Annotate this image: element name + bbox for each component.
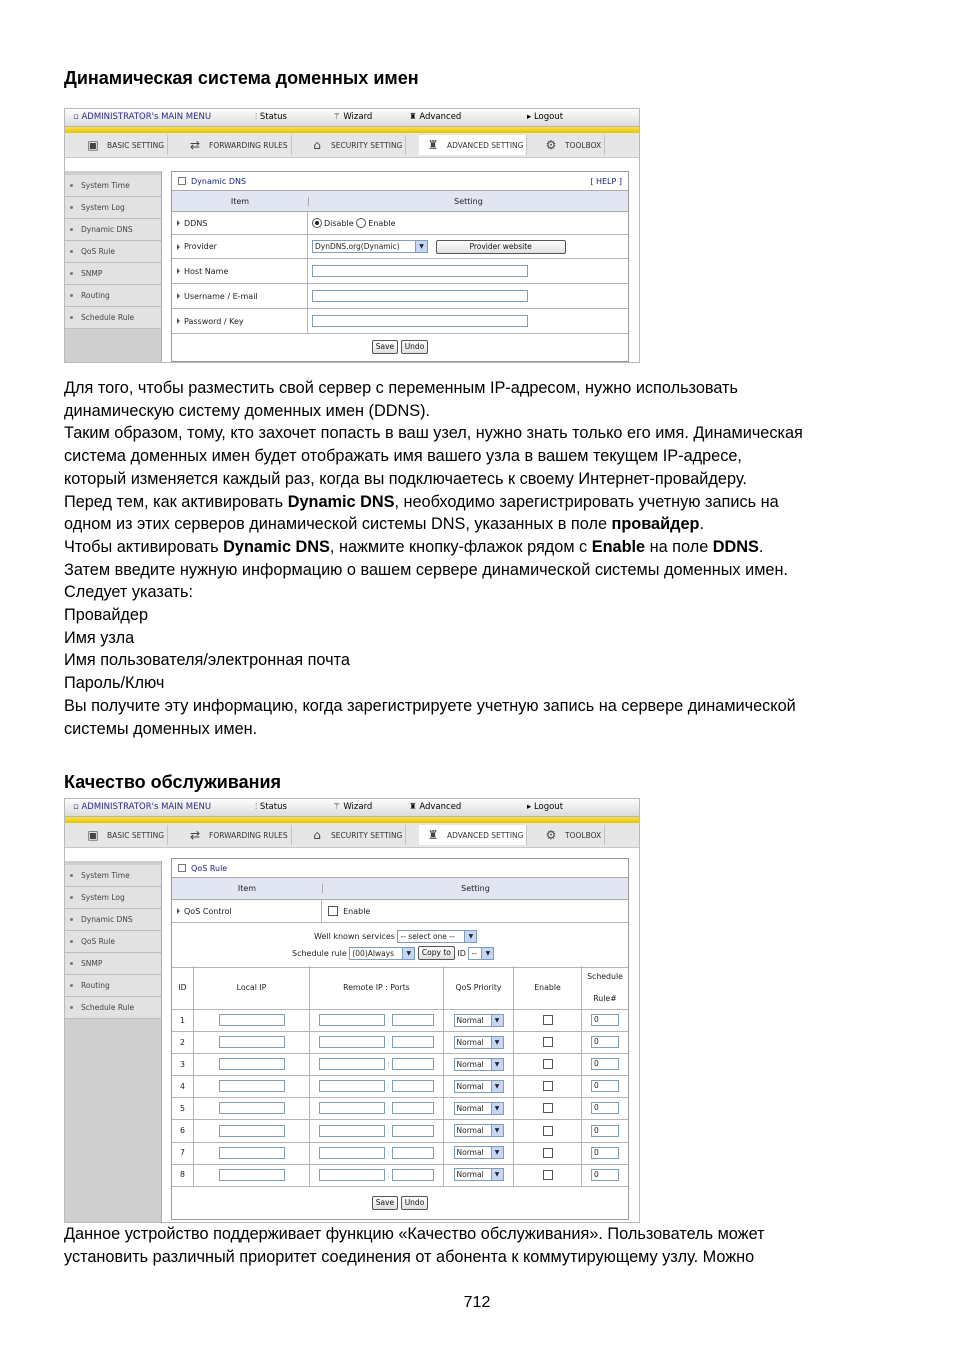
priority-select[interactable]: Normal ▼: [454, 1102, 504, 1115]
row-id: 7: [172, 1142, 194, 1164]
provider-website-button[interactable]: Provider website: [436, 240, 566, 254]
top-menu-bar: [65, 109, 639, 127]
schedule-rule-input[interactable]: 0: [591, 1169, 619, 1181]
ddns-label: DDNS: [184, 218, 208, 228]
text-line: системы доменных имен.: [64, 719, 258, 738]
remote-ip-input[interactable]: [319, 1036, 385, 1048]
tab-bar: [65, 823, 639, 848]
page-number: 712: [463, 1294, 491, 1311]
priority-select[interactable]: Normal ▼: [454, 1014, 504, 1027]
row-enable-checkbox[interactable]: [543, 1015, 553, 1025]
qos-control-label: QoS Control: [184, 906, 232, 916]
schedule-rule-input[interactable]: 0: [591, 1014, 619, 1026]
tab-toolbox[interactable]: ⚙ TOOLBOX: [537, 825, 605, 845]
ddns-enable-radio[interactable]: [356, 218, 366, 228]
text-line: Чтобы активировать Dynamic DNS, нажмите кнопку-флажок рядом с Enable на поле DDNS.: [64, 537, 764, 556]
remote-ip-input[interactable]: [319, 1125, 385, 1137]
sidebar-item-routing[interactable]: Routing: [65, 285, 161, 307]
tab-forwarding-rules[interactable]: ⇄ FORWARDING RULES: [181, 825, 292, 845]
username-input[interactable]: [312, 290, 528, 302]
main-menu-link[interactable]: ▫ ADMINISTRATOR's MAIN MENU: [73, 112, 212, 122]
local-ip-input[interactable]: [219, 1014, 285, 1026]
qos-panel: QoS Rule Item Setting QoS Control Enable Well known services -- select one -- ▼ Schedule rule (00)Always ▼ Copy to ID -- ▼ ID Local IP Remote IP : Ports QoS Priority Enable Schedule Rule# 1 : Normal ▼ 0 2 : Normal ▼ 0 3 : Normal ▼ 0 4 : Normal ▼ 0 5 : Normal ▼ 0 6 : Normal ▼ 0 7 : Normal ▼ 0 8 : Normal ▼ 0 Save Undo: [171, 858, 629, 1220]
sidebar-item-system-log[interactable]: System Log: [65, 887, 161, 909]
toolbox-icon: ⚙: [545, 138, 557, 152]
remote-ip-input[interactable]: [319, 1169, 385, 1181]
col-item: Item: [172, 884, 323, 893]
row-id: 3: [172, 1053, 194, 1075]
text-line: Имя пользователя/электронная почта: [64, 651, 350, 670]
tab-forwarding-rules[interactable]: ⇄ FORWARDING RULES: [181, 135, 292, 155]
password-label: Password / Key: [184, 316, 244, 326]
tab-security-setting[interactable]: ⌂ SECURITY SETTING: [303, 135, 406, 155]
tab-basic-setting[interactable]: ▣ BASIC SETTING: [79, 825, 168, 845]
copy-to-button[interactable]: Copy to: [418, 946, 455, 960]
qos-table: [172, 966, 628, 1186]
qos-description: [64, 1223, 904, 1268]
panel-title: Dynamic DNS: [191, 176, 247, 186]
th-priority: QoS Priority: [444, 966, 514, 1009]
sidebar-item-snmp[interactable]: SNMP: [65, 263, 161, 285]
table-row: 2 : Normal ▼ 0: [172, 1031, 628, 1054]
priority-select[interactable]: Normal ▼: [454, 1080, 504, 1093]
sidebar-item-qos-rule[interactable]: QoS Rule: [65, 931, 161, 953]
sidebar-item-schedule-rule[interactable]: Schedule Rule: [65, 997, 161, 1019]
advanced-link[interactable]: ♜ Advanced: [409, 802, 462, 812]
priority-select[interactable]: Normal ▼: [454, 1146, 504, 1159]
th-local-ip: Local IP: [194, 966, 310, 1009]
host-name-input[interactable]: [312, 265, 528, 277]
col-setting: Setting: [461, 884, 490, 893]
th-remote: Remote IP : Ports: [310, 966, 444, 1009]
logout-link[interactable]: ▸ Logout: [527, 802, 564, 812]
text-line: динамическую систему доменных имен (DDNS).: [64, 401, 431, 420]
row-enable-checkbox[interactable]: [543, 1126, 553, 1136]
schedule-rule-label: Schedule rule: [292, 948, 347, 958]
local-ip-input[interactable]: [219, 1058, 285, 1070]
local-ip-input[interactable]: [219, 1102, 285, 1114]
ddns-screenshot: [64, 108, 640, 363]
folder-icon: ▣: [87, 138, 99, 152]
sidebar-item-system-log[interactable]: System Log: [65, 197, 161, 219]
advanced-icon: ♜: [427, 828, 439, 842]
text-line: система доменных имен будет отображать имя вашего узла в вашем текущем IP-адресе,: [64, 447, 742, 466]
text-line: Перед тем, как активировать Dynamic DNS, необходимо зарегистрировать учетную запись на: [64, 492, 779, 511]
password-input[interactable]: [312, 315, 528, 327]
local-ip-input[interactable]: [219, 1036, 285, 1048]
remote-port-input[interactable]: [392, 1058, 434, 1070]
table-row: 6 : Normal ▼ 0: [172, 1120, 628, 1143]
remote-ip-input[interactable]: [319, 1080, 385, 1092]
row-enable-checkbox[interactable]: [543, 1170, 553, 1180]
sidebar: [65, 171, 162, 362]
sidebar-item-schedule-rule[interactable]: Schedule Rule: [65, 307, 161, 329]
schedule-rule-input[interactable]: 0: [591, 1147, 619, 1159]
sidebar-item-system-time[interactable]: System Time: [65, 175, 161, 197]
sidebar-item-qos-rule[interactable]: QoS Rule: [65, 241, 161, 263]
remote-ip-input[interactable]: [319, 1102, 385, 1114]
remote-port-input[interactable]: [392, 1102, 434, 1114]
lock-icon: ⌂: [313, 828, 321, 842]
schedule-rule-input[interactable]: 0: [591, 1102, 619, 1114]
table-row: 4 : Normal ▼ 0: [172, 1075, 628, 1098]
table-row: 7 : Normal ▼ 0: [172, 1142, 628, 1165]
text-line: Имя узла: [64, 628, 135, 647]
lock-icon: ⌂: [313, 138, 321, 152]
table-row: 5 : Normal ▼ 0: [172, 1097, 628, 1120]
wizard-link[interactable]: ⚚ Wizard: [333, 112, 373, 122]
priority-select[interactable]: Normal ▼: [454, 1058, 504, 1071]
status-link[interactable]: ⫶ Status: [255, 802, 287, 812]
logout-link[interactable]: ▸ Logout: [527, 112, 564, 122]
schedule-rule-input[interactable]: 0: [591, 1058, 619, 1070]
ddns-panel: Dynamic DNS [ HELP ] Item Setting DDNS Disable Enable Provider DynDNS.org(Dynamic) ▼ Provider website Host Name Username / E-mail Password / Key Save Undo: [171, 171, 629, 362]
row-enable-checkbox[interactable]: [543, 1037, 553, 1047]
text-line: Для того, чтобы разместить свой сервер с переменным IP-адресом, нужно использовать: [64, 379, 738, 397]
qos-save-button[interactable]: Save: [372, 1196, 398, 1210]
section-heading-ddns: Динамическая система доменных имен: [64, 68, 419, 88]
tab-toolbox[interactable]: ⚙ TOOLBOX: [537, 135, 605, 155]
toolbox-icon: ⚙: [545, 828, 557, 842]
tab-advanced-setting[interactable]: ♜ ADVANCED SETTING: [419, 135, 527, 155]
username-label: Username / E-mail: [184, 291, 258, 301]
col-setting: Setting: [454, 196, 483, 206]
remote-ip-input[interactable]: [319, 1014, 385, 1026]
row-enable-checkbox[interactable]: [543, 1148, 553, 1158]
row-id: 4: [172, 1075, 194, 1097]
panel-checkbox-icon: [178, 864, 186, 872]
text-line: одном из этих серверов динамической системы DNS, указанных в поле провайдер.: [64, 515, 704, 534]
schedule-rule-input[interactable]: 0: [591, 1125, 619, 1137]
tab-security-setting[interactable]: ⌂ SECURITY SETTING: [303, 825, 406, 845]
row-id: 1: [172, 1009, 194, 1031]
schedule-rule-select[interactable]: (00)Always ▼: [349, 947, 415, 960]
remote-port-input[interactable]: [392, 1125, 434, 1137]
row-enable-checkbox[interactable]: [543, 1081, 553, 1091]
row-id: 5: [172, 1097, 194, 1119]
table-row: 1 : Normal ▼ 0: [172, 1009, 628, 1032]
host-name-label: Host Name: [184, 266, 229, 276]
th-schedule: Schedule Rule#: [587, 971, 623, 1003]
schedule-rule-input[interactable]: 0: [591, 1080, 619, 1092]
advanced-icon: ♜: [427, 138, 439, 152]
row-id: 2: [172, 1031, 194, 1053]
text-line: Следует указать:: [64, 583, 194, 602]
table-row: 8 : Normal ▼ 0: [172, 1164, 628, 1187]
panel-checkbox-icon: [178, 177, 186, 185]
tab-bar: [65, 133, 639, 158]
remote-port-input[interactable]: [392, 1014, 434, 1026]
wizard-link[interactable]: ⚚ Wizard: [333, 802, 373, 812]
ddns-undo-button[interactable]: Undo: [401, 340, 429, 354]
row-id: 6: [172, 1120, 194, 1142]
row-id: 8: [172, 1164, 194, 1186]
priority-select[interactable]: Normal ▼: [454, 1168, 504, 1181]
local-ip-input[interactable]: [219, 1169, 285, 1181]
row-enable-checkbox[interactable]: [543, 1059, 553, 1069]
th-id: ID: [172, 966, 194, 1009]
provider-select[interactable]: DynDNS.org(Dynamic) ▼: [312, 240, 428, 253]
sidebar-item-snmp[interactable]: SNMP: [65, 953, 161, 975]
tab-basic-setting[interactable]: ▣ BASIC SETTING: [79, 135, 168, 155]
text-line: Провайдер: [64, 606, 149, 625]
ddns-save-button[interactable]: Save: [372, 340, 398, 354]
sidebar-item-routing[interactable]: Routing: [65, 975, 161, 997]
th-enable: Enable: [514, 966, 582, 1009]
priority-select[interactable]: Normal ▼: [454, 1124, 504, 1137]
provider-label: Provider: [184, 242, 217, 251]
panel-title: QoS Rule: [191, 863, 228, 873]
qos-enable-checkbox[interactable]: [328, 906, 338, 916]
local-ip-input[interactable]: [219, 1080, 285, 1092]
ddns-disable-radio[interactable]: [312, 218, 322, 228]
local-ip-input[interactable]: [219, 1147, 285, 1159]
remote-ip-input[interactable]: [319, 1147, 385, 1159]
col-item: Item: [172, 197, 309, 206]
sidebar-item-system-time[interactable]: System Time: [65, 865, 161, 887]
id-select[interactable]: -- ▼: [468, 947, 494, 960]
status-link[interactable]: ⫶ Status: [255, 112, 287, 122]
text-line: Данное устройство поддерживает функцию «Качество обслуживания». Пользователь может: [64, 1225, 765, 1243]
sidebar-item-dynamic-dns[interactable]: Dynamic DNS: [65, 219, 161, 241]
row-enable-checkbox[interactable]: [543, 1103, 553, 1113]
well-known-label: Well known services: [314, 932, 395, 941]
ddns-description: [64, 377, 904, 740]
text-line: который изменяется каждый раз, когда вы подключаетесь к своему Интернет-провайдеру.: [64, 469, 747, 488]
help-link[interactable]: [ HELP ]: [590, 176, 622, 186]
arrows-icon: ⇄: [189, 138, 201, 152]
remote-port-input[interactable]: [392, 1147, 434, 1159]
sidebar: [65, 861, 162, 1222]
remote-port-input[interactable]: [392, 1169, 434, 1181]
text-line: Таким образом, тому, кто захочет попасть в ваш узел, нужно знать только его имя. Динамическая: [64, 424, 803, 443]
remote-port-input[interactable]: [392, 1036, 434, 1048]
qos-undo-button[interactable]: Undo: [401, 1196, 429, 1210]
qos-table-header: [172, 966, 628, 1010]
text-line: Пароль/Ключ: [64, 674, 165, 693]
well-known-select[interactable]: -- select one -- ▼: [397, 930, 477, 943]
sidebar-item-dynamic-dns[interactable]: Dynamic DNS: [65, 909, 161, 931]
folder-icon: ▣: [87, 828, 99, 842]
id-label: ID: [457, 948, 466, 958]
schedule-rule-input[interactable]: 0: [591, 1036, 619, 1048]
text-line: установить различный приоритет соединения от абонента к коммутирующему узлу. Можно: [64, 1247, 755, 1266]
text-line: Затем введите нужную информацию о вашем сервере динамической системы доменных имен.: [64, 560, 788, 579]
tab-advanced-setting[interactable]: ♜ ADVANCED SETTING: [419, 825, 527, 845]
advanced-link[interactable]: ♜ Advanced: [409, 112, 462, 122]
remote-port-input[interactable]: [392, 1080, 434, 1092]
section-heading-qos: Качество обслуживания: [64, 772, 282, 792]
text-line: Вы получите эту информацию, когда зарегистрируете учетную запись на сервере динамической: [64, 696, 796, 715]
qos-screenshot: [64, 798, 640, 1223]
top-menu-bar: [65, 799, 639, 817]
main-menu-link[interactable]: ▫ ADMINISTRATOR's MAIN MENU: [73, 802, 212, 812]
table-row: 3 : Normal ▼ 0: [172, 1053, 628, 1076]
remote-ip-input[interactable]: [319, 1058, 385, 1070]
priority-select[interactable]: Normal ▼: [454, 1036, 504, 1049]
arrows-icon: ⇄: [189, 828, 201, 842]
local-ip-input[interactable]: [219, 1125, 285, 1137]
